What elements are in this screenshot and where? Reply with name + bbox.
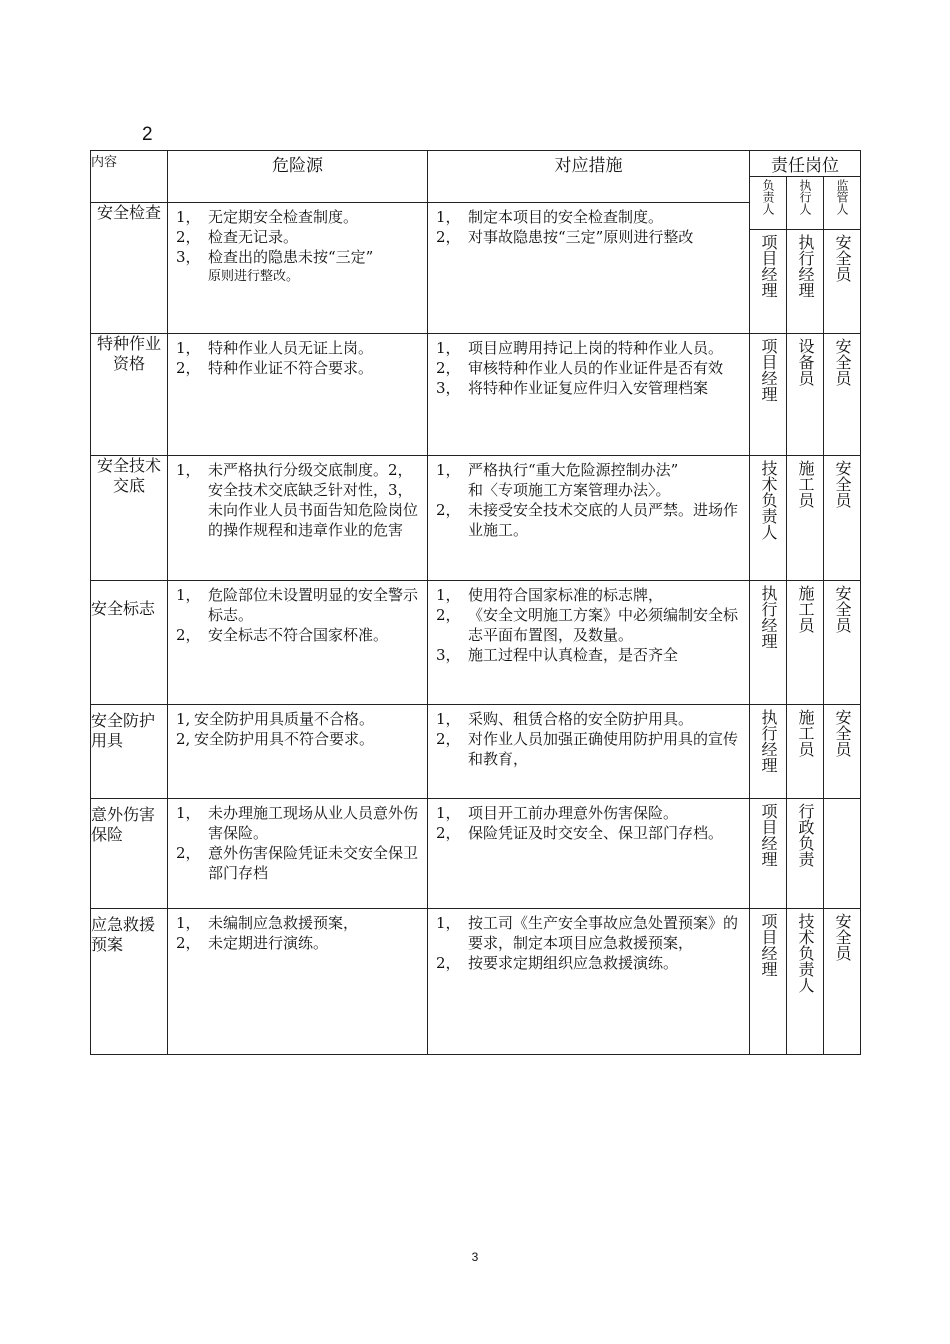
measure-item: 1， 按工司《生产安全事故应急处置预案》的要求，制定本项目应急救援预案， <box>436 914 739 952</box>
executor-cell: 施工员 <box>787 581 824 705</box>
supervisor-cell: 安全员 <box>824 705 861 799</box>
executor-cell: 执行经理 <box>787 230 824 334</box>
responsible-cell: 项目经理 <box>750 909 787 1055</box>
measure-item: 1， 严格执行“重大危险源控制办法” <box>436 461 679 479</box>
header-responsible: 负责人 <box>750 177 787 230</box>
hazard-cell <box>168 334 428 456</box>
responsible-cell: 项目经理 <box>750 334 787 456</box>
hazard-item: 1, 安全防护用具质量不合格。 <box>176 710 375 728</box>
category-protective-equipment: 安全防护用具 <box>91 705 168 799</box>
hazard-item: 2， 意外伤害保险凭证未交安全保卫部门存档 <box>176 844 419 882</box>
measure-cell <box>428 909 750 1055</box>
measure-cell <box>428 334 750 456</box>
measure-item: 2， 对事故隐患按“三定”原则进行整改 <box>436 228 694 246</box>
hazard-item: 1， 未编制应急救援预案， <box>176 914 359 932</box>
supervisor-cell <box>824 799 861 909</box>
measure-cell <box>428 203 750 334</box>
category-emergency-plan: 应急救援预案 <box>91 909 168 1055</box>
header-content: 内容 <box>91 151 168 203</box>
hazard-cell <box>168 203 428 334</box>
hazard-note: 原则进行整改。 <box>208 269 300 284</box>
category-technical-briefing: 安全技术交底 <box>91 456 168 581</box>
responsible-cell: 技术负责人 <box>750 456 787 581</box>
hazard-item: 2, 安全防护用具不符合要求。 <box>176 730 375 748</box>
hazard-item: 2， 检查无记录。 <box>176 228 299 246</box>
measure-item: 2， 对作业人员加强正确使用防护用具的宣传和教育， <box>436 730 739 768</box>
category-special-operations: 特种作业资格 <box>91 334 168 456</box>
executor-cell: 行政负责 <box>787 799 824 909</box>
header-measures: 对应措施 <box>428 151 750 203</box>
hazard-item: 1， 未严格执行分级交底制度。2，安全技术交底缺乏针对性，3，未向作业人员书面告知危险岗位的操作规程和违章作业的危害 <box>176 461 419 539</box>
header-responsibility: 责任岗位 <box>750 151 861 177</box>
hazard-item: 1， 未办理施工现场从业人员意外伤害保险。 <box>176 804 419 842</box>
measure-item: 1， 项目应聘用持记上岗的特种作业人员。 <box>436 339 724 357</box>
hazard-item: 3， 检查出的隐患未按“三定” <box>176 248 374 266</box>
header-hazard: 危险源 <box>168 151 428 203</box>
supervisor-cell: 安全员 <box>824 456 861 581</box>
supervisor-cell: 安全员 <box>824 581 861 705</box>
header-executor: 执行人 <box>787 177 824 230</box>
category-safety-inspection: 安全检查 <box>91 203 168 334</box>
measure-item: 2， 《安全文明施工方案》中必须编制安全标志平面布置图，及数量。 <box>436 606 739 644</box>
executor-cell: 技术负责人 <box>787 909 824 1055</box>
hazard-item: 2， 未定期进行演练。 <box>176 934 329 952</box>
supervisor-cell: 安全员 <box>824 230 861 334</box>
measure-item: 2， 保险凭证及时交安全、保卫部门存档。 <box>436 824 724 842</box>
responsible-cell: 执行经理 <box>750 705 787 799</box>
hazard-item: 1， 特种作业人员无证上岗。 <box>176 339 374 357</box>
category-accident-insurance: 意外伤害保险 <box>91 799 168 909</box>
measure-cell <box>428 456 750 581</box>
measure-item: 3， 施工过程中认真检查，是否齐全 <box>436 646 679 664</box>
measure-item: 3， 将特种作业证复应件归入安管理档案 <box>436 379 709 397</box>
executor-cell: 施工员 <box>787 705 824 799</box>
hazard-cell <box>168 799 428 909</box>
page-number: 3 <box>471 1250 479 1264</box>
supervisor-cell: 安全员 <box>824 334 861 456</box>
measure-item: 2， 审核特种作业人员的作业证件是否有效 <box>436 359 724 377</box>
hazard-item: 2， 安全标志不符合国家杯准。 <box>176 626 389 644</box>
hazard-cell <box>168 705 428 799</box>
measure-item: 2， 按要求定期组织应急救援演练。 <box>436 954 679 972</box>
measure-item: 1， 项目开工前办理意外伤害保险。 <box>436 804 679 822</box>
measure-item: 2， 未接受安全技术交底的人员严禁。进场作业施工。 <box>436 501 739 539</box>
responsible-cell: 项目经理 <box>750 230 787 334</box>
hazard-item: 1， 无定期安全检查制度。 <box>176 208 359 226</box>
executor-cell: 施工员 <box>787 456 824 581</box>
section-number: 2 <box>142 124 153 145</box>
measure-item: 1， 使用符合国家标准的标志牌， <box>436 586 664 604</box>
category-safety-signs: 安全标志 <box>91 581 168 705</box>
measure-cell <box>428 705 750 799</box>
hazard-cell <box>168 456 428 581</box>
measure-item: 和〈专项施工方案管理办法〉。 <box>468 481 671 499</box>
measure-cell <box>428 799 750 909</box>
hazard-item: 2， 特种作业证不符合要求。 <box>176 359 374 377</box>
measure-item: 1， 制定本项目的安全检查制度。 <box>436 208 664 226</box>
measure-cell <box>428 581 750 705</box>
responsible-cell: 执行经理 <box>750 581 787 705</box>
hazard-item: 1， 危险部位未设置明显的安全警示标志。 <box>176 586 419 624</box>
hazard-cell <box>168 581 428 705</box>
hazard-cell <box>168 909 428 1055</box>
hazard-table <box>90 150 861 1055</box>
measure-item: 1， 采购、租赁合格的安全防护用具。 <box>436 710 694 728</box>
supervisor-cell: 安全员 <box>824 909 861 1055</box>
executor-cell: 设备员 <box>787 334 824 456</box>
responsible-cell: 项目经理 <box>750 799 787 909</box>
header-supervisor: 监管人 <box>824 177 861 230</box>
